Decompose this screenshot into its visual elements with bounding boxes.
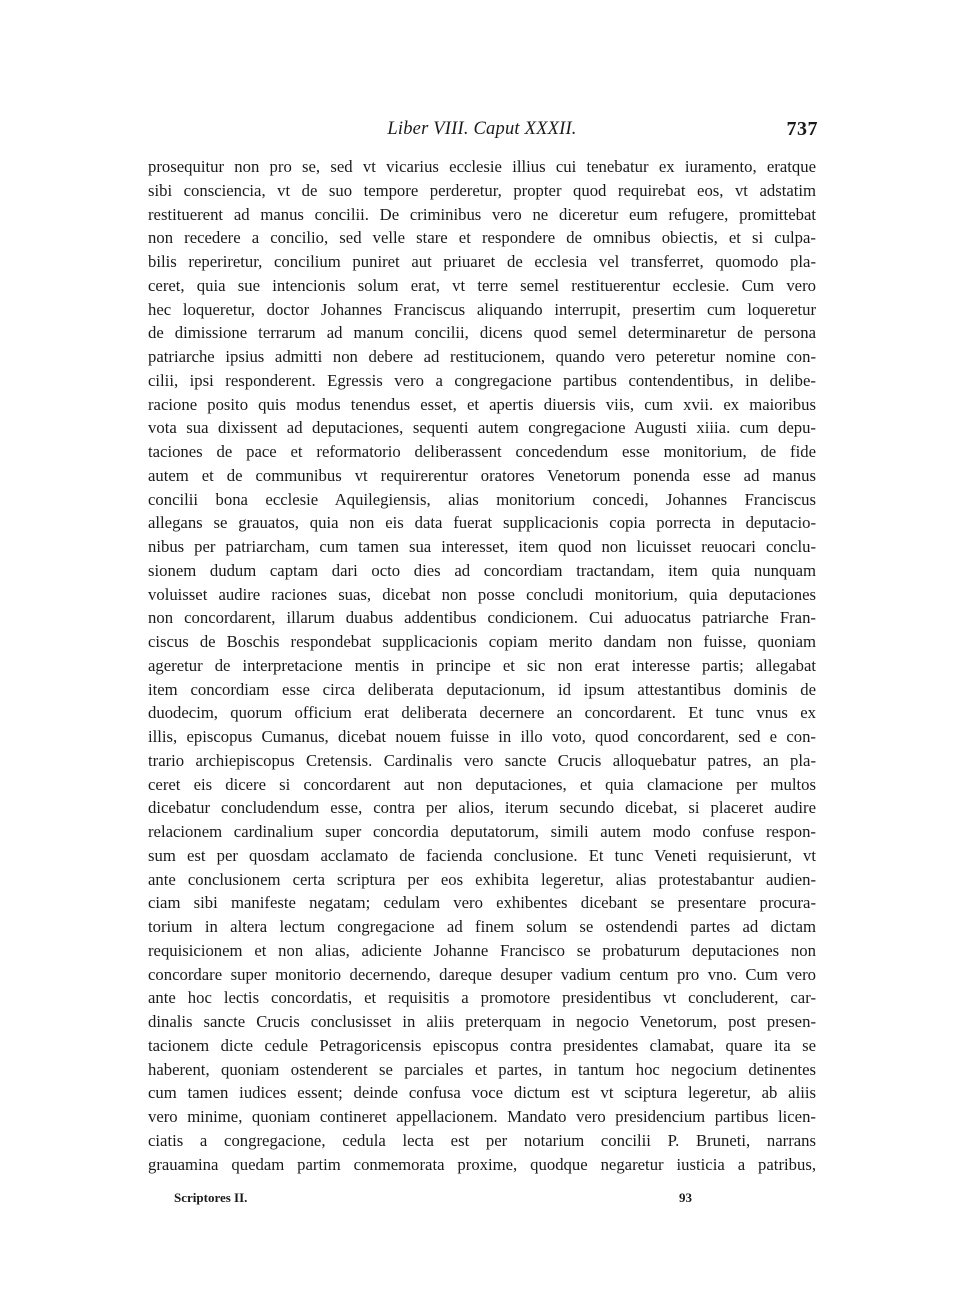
text-line: ceret eis dicere si concordarent aut non deputaciones, et quia clamacione per multos [148, 774, 816, 794]
text-line: ante hoc lectis concordatis, et requisitis a promotore presidentibus vt concluderent, car- [148, 988, 816, 1008]
text-line: concilii bona ecclesie Aquilegiensis, alias monitorium concedi, Johannes Franciscus [148, 489, 816, 509]
text-line: patriarche ipsius admitti non debere ad restitucionem, quando vero peteretur nomine con- [148, 347, 816, 366]
text-line: sibi consciencia, vt de suo tempore perderetur, propter quod requirebat eos, vt adstatim [148, 180, 816, 200]
text-line: ageretur de interpretacione mentis in principe et sic non erat interesse partis; allegabat [148, 655, 816, 675]
text-line: illis, episcopus Cumanus, dicebat nouem fuisse in illo voto, quod concordarent, sed e con- [148, 727, 816, 746]
text-line: ciscus de Boschis respondebat supplicacionis copiam merito dandam non fuisse, quoniam [148, 632, 816, 651]
text-line: item concordiam esse circa deliberata deputacionum, id ipsum attestantibus dominis de [148, 679, 816, 699]
text-line: ante conclusionem certa scriptura per eos exhibita legeretur, alias protestabantur audien- [148, 869, 816, 889]
running-head [148, 119, 816, 145]
text-line: sum est per quosdam acclamato de facienda conclusione. Et tunc Veneti requisierunt, vt [148, 845, 816, 865]
text-line: concordare super monitorio decernendo, dareque desuper vadium centum pro vno. Cum vero [148, 964, 816, 984]
text-line: dicebatur concludendum esse, contra per alios, iterum secundo dicebat, si placeret audire [148, 798, 816, 818]
text-line: voluisset audire raciones suas, dicebat non posse concludi monitorium, quia deputaciones [148, 584, 816, 604]
text-line: cilii, ipsi responderent. Egressis vero a congregacione partibus contendentibus, in delibe- [148, 370, 816, 390]
text-line: torium in altera lectum congregacione ad finem solum se ostendendi partes ad dictam [148, 917, 816, 936]
text-line: sionem dudum captam dari octo dies ad concordiam tractandam, item quia nunquam [148, 560, 816, 580]
text-line: allegans se grauatos, quia non eis data fuerat supplicacionis copia porrecta in deputacio- [148, 513, 816, 533]
text-line: de dimissione terrarum ad manum concilii, dicens quod semel determinaretur de persona [148, 323, 816, 343]
running-title: Liber VIII. Caput XXXII. [387, 119, 577, 139]
text-line: prosequitur non pro se, sed vt vicarius ecclesie illius cui tenebatur ex iuramento, eratque [148, 157, 816, 176]
text-line: haberent, quoniam ostenderent se parciales et partes, in tantum hoc negocium detinentes [148, 1059, 816, 1079]
text-line: nibus per patriarcham, cum tamen sua interesset, item quod non licuisset reuocari conclu- [148, 537, 816, 556]
text-line: duodecim, quorum officium erat deliberata decernere an concordarent. Et tunc vnus ex [148, 703, 816, 723]
text-line: non recedere a concilio, sed velle stare et respondere de omnibus obiectis, et si culpa- [148, 228, 816, 248]
text-line: autem et de communibus vt requirerentur oratores Venetorum ponenda esse ad manus [148, 465, 816, 485]
text-line: tacionem dicte cedule Petragoricensis episcopus contra presidentes clamabat, quare ita se [148, 1035, 816, 1055]
text-line: restituerent ad manus concilii. De criminibus vero ne diceretur eum refugere, promittebat [148, 204, 816, 224]
series-title: Scriptores II. [174, 1190, 248, 1205]
text-line: cum tamen iudices essent; deinde confusa voce dictum est vt sciptura legeretur, ab aliis [148, 1083, 816, 1103]
text-line: requisicionem et non alias, adiciente Johanne Francisco se probaturum deputaciones non [148, 940, 816, 960]
text-line: non concordarent, illarum duabus addentibus condicionem. Cui aduocatus patriarche Fran- [148, 608, 816, 628]
text-line: ciam sibi manifeste negatam; cedulam vero exhibentes dicebant se presentare procura- [148, 893, 816, 913]
text-line: taciones de pace et reformatorio deliberassent concedendum esse monitorium, de fide [148, 442, 816, 461]
text-line: ceret, quia sue intencionis solum erat, vt terre semel restituerentur ecclesie. Cum vero [148, 275, 816, 295]
text-line: hec loqueretur, doctor Johannes Franciscus aliquando interrupit, presertim cum loqueretur [148, 299, 816, 319]
text-line: relacionem cardinalium super concordia deputatorum, simili autem modo confuse respon- [148, 822, 816, 841]
text-line: dinalis sancte Crucis conclusisset in aliis preterquam in negocio Venetorum, post presen- [148, 1012, 816, 1031]
signature-mark: 93 [679, 1190, 692, 1205]
body-text [148, 155, 816, 1176]
text-line: bilis reperiretur, concilium puniret aut priuaret de ecclesia vel transferret, quomodo pla- [148, 252, 816, 271]
text-line: racione posito quis modus tenendus esset, et apertis diuersis viis, cum xvii. ex maioribus [148, 394, 816, 414]
text-line: grauamina quedam partim conmemorata proxime, quodque negaretur iusticia a patribus, [148, 1154, 816, 1174]
text-line: vota sua dixissent ad deputaciones, sequenti autem congregacione Augusti xiiia. cum depu- [148, 418, 816, 438]
page-number: 737 [786, 118, 818, 140]
text-line: trario archiepiscopus Cretensis. Cardinalis vero sancte Crucis alloquebatur patres, an pla- [148, 750, 816, 770]
text-line: ciatis a congregacione, cedula lecta est per notarium concilii P. Bruneti, narrans [148, 1130, 816, 1150]
page-footer [174, 1190, 734, 1210]
text-line: vero minime, quoniam contineret appellacionem. Mandato vero presidencium partibus licen- [148, 1107, 816, 1126]
